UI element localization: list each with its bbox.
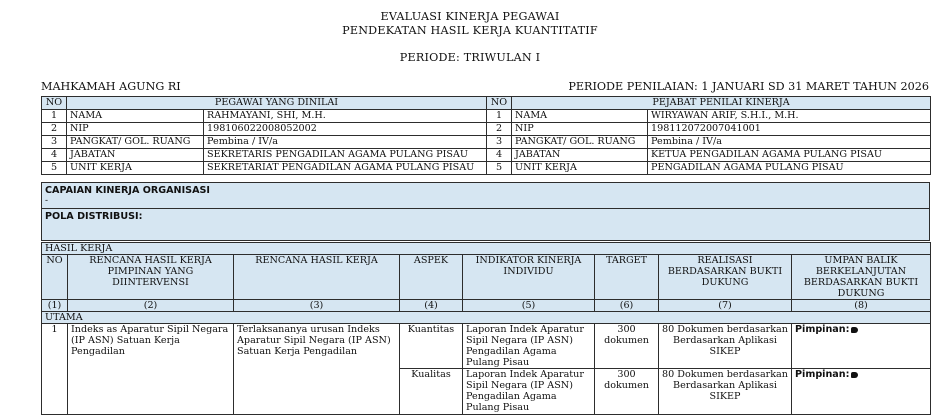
- utama-row: [42, 312, 931, 324]
- umpan-balik-cell: [792, 369, 931, 415]
- row-value-left: Pembina / IV/a: [204, 136, 487, 149]
- capaian-value: -: [45, 196, 49, 206]
- row-no: 1: [42, 110, 67, 123]
- row-no: 1: [487, 110, 512, 123]
- header-realisasi: REALISASI BERDASARKAN BUKTI DUKUNG: [659, 255, 792, 300]
- row-label: UNIT KERJA: [67, 162, 204, 175]
- doc-title: EVALUASI KINERJA PEGAWAI: [380, 10, 560, 23]
- row-value-left: 198106022008052002: [204, 123, 487, 136]
- row-value-left: SEKRETARIAT PENGADILAN AGAMA PULANG PISAU: [204, 162, 487, 175]
- col-no: NO: [42, 97, 67, 110]
- thumbs-up-icon[interactable]: [851, 327, 858, 333]
- aspek-cell: Kuantitas: [400, 324, 463, 369]
- aspek-cell: Kualitas: [400, 369, 463, 415]
- row-no: 4: [42, 149, 67, 162]
- doc-periode: PERIODE: TRIWULAN I: [399, 51, 541, 64]
- pimpinan-label: Pimpinan:: [795, 324, 850, 335]
- row-value-left: SEKRETARIS PENGADILAN AGAMA PULANG PISAU: [204, 149, 487, 162]
- header-target: TARGET: [595, 255, 659, 300]
- identity-row: [42, 110, 931, 123]
- row-no: 5: [487, 162, 512, 175]
- hasil-section-label: HASIL KERJA: [42, 243, 931, 255]
- header-indikator: INDIKATOR KINERJA INDIVIDU: [463, 255, 595, 300]
- header-rhk: RENCANA HASIL KERJA: [234, 255, 400, 300]
- col-number: (4): [400, 300, 463, 312]
- target-cell: 300 dokumen: [595, 324, 659, 369]
- rhk-pimpinan-cell: Indeks as Aparatur Sipil Negara (IP ASN) Satuan Kerja Pengadilan: [68, 324, 234, 415]
- row-no: 5: [42, 162, 67, 175]
- row-no: 3: [487, 136, 512, 149]
- col-number: (1): [42, 300, 68, 312]
- row-label: PANGKAT/ GOL. RUANG: [67, 136, 204, 149]
- row-label: NIP: [67, 123, 204, 136]
- thumbs-up-icon[interactable]: [851, 372, 858, 378]
- realisasi-cell: 80 Dokumen berdasarkan Berdasarkan Aplikasi SIKEP: [659, 369, 792, 415]
- row-value-right: WIRYAWAN ARIF, S.H.I., M.H.: [648, 110, 931, 123]
- row-no: 1: [42, 324, 68, 415]
- identity-row: [42, 162, 931, 175]
- row-value-right: PENGADILAN AGAMA PULANG PISAU: [648, 162, 931, 175]
- pola-label: POLA DISTRIBUSI:: [45, 211, 143, 222]
- rhk-cell: Terlaksananya urusan Indeks Aparatur Sipil Negara (IP ASN) Satuan Kerja Pengadilan: [234, 324, 400, 415]
- row-label: PANGKAT/ GOL. RUANG: [512, 136, 648, 149]
- row-value-left: RAHMAYANI, SHI, M.H.: [204, 110, 487, 123]
- target-cell: 300 dokumen: [595, 369, 659, 415]
- capaian-row: [42, 183, 930, 209]
- indikator-cell: Laporan Indek Aparatur Sipil Negara (IP ASN) Pengadilan Agama Pulang Pisau: [463, 369, 595, 415]
- hasil-header-row: [42, 255, 931, 300]
- identity-header-row: [42, 97, 931, 110]
- doc-subtitle: PENDEKATAN HASIL KERJA KUANTITATIF: [342, 24, 598, 37]
- row-label: NIP: [512, 123, 648, 136]
- row-value-right: KETUA PENGADILAN AGAMA PULANG PISAU: [648, 149, 931, 162]
- row-no: 2: [42, 123, 67, 136]
- col-number: (3): [234, 300, 400, 312]
- row-label: NAMA: [512, 110, 648, 123]
- row-label: JABATAN: [67, 149, 204, 162]
- row-label: NAMA: [67, 110, 204, 123]
- header-aspek: ASPEK: [400, 255, 463, 300]
- row-no: 4: [487, 149, 512, 162]
- hasil-kerja-table: [41, 242, 931, 415]
- utama-label: UTAMA: [42, 312, 931, 324]
- hasil-number-row: [42, 300, 931, 312]
- identity-row: [42, 149, 931, 162]
- pola-row: [42, 209, 930, 241]
- capaian-label: CAPAIAN KINERJA ORGANISASI: [45, 185, 210, 196]
- capaian-table: [41, 182, 930, 241]
- col-number: (2): [68, 300, 234, 312]
- header-no: NO: [42, 255, 68, 300]
- row-value-right: 198112072007041001: [648, 123, 931, 136]
- identity-row: [42, 123, 931, 136]
- umpan-balik-cell: [792, 324, 931, 369]
- realisasi-cell: 80 Dokumen berdasarkan Berdasarkan Aplikasi SIKEP: [659, 324, 792, 369]
- col-number: (8): [792, 300, 931, 312]
- row-no: 3: [42, 136, 67, 149]
- row-no: 2: [487, 123, 512, 136]
- identity-table: [41, 96, 931, 175]
- left-title: PEGAWAI YANG DINILAI: [67, 97, 487, 110]
- identity-row: [42, 136, 931, 149]
- right-title: PEJABAT PENILAI KINERJA: [512, 97, 931, 110]
- header-rhk-pimpinan: RENCANA HASIL KERJA PIMPINAN YANG DIINTERVENSI: [68, 255, 234, 300]
- organization-name: MAHKAMAH AGUNG RI: [41, 80, 181, 93]
- row-label: UNIT KERJA: [512, 162, 648, 175]
- row-label: JABATAN: [512, 149, 648, 162]
- col-number: (7): [659, 300, 792, 312]
- col-number: (5): [463, 300, 595, 312]
- row-value-right: Pembina / IV/a: [648, 136, 931, 149]
- col-number: (6): [595, 300, 659, 312]
- col-no: NO: [487, 97, 512, 110]
- pimpinan-label: Pimpinan:: [795, 369, 850, 380]
- hasil-section-row: [42, 243, 931, 255]
- periode-penilaian: PERIODE PENILAIAN: 1 JANUARI SD 31 MARET TAHUN 2026: [568, 80, 929, 93]
- header-umpan-balik: UMPAN BALIK BERKELANJUTAN BERDASARKAN BUKTI DUKUNG: [792, 255, 931, 300]
- indikator-cell: Laporan Indek Aparatur Sipil Negara (IP ASN) Pengadilan Agama Pulang Pisau: [463, 324, 595, 369]
- table-row: [42, 324, 931, 369]
